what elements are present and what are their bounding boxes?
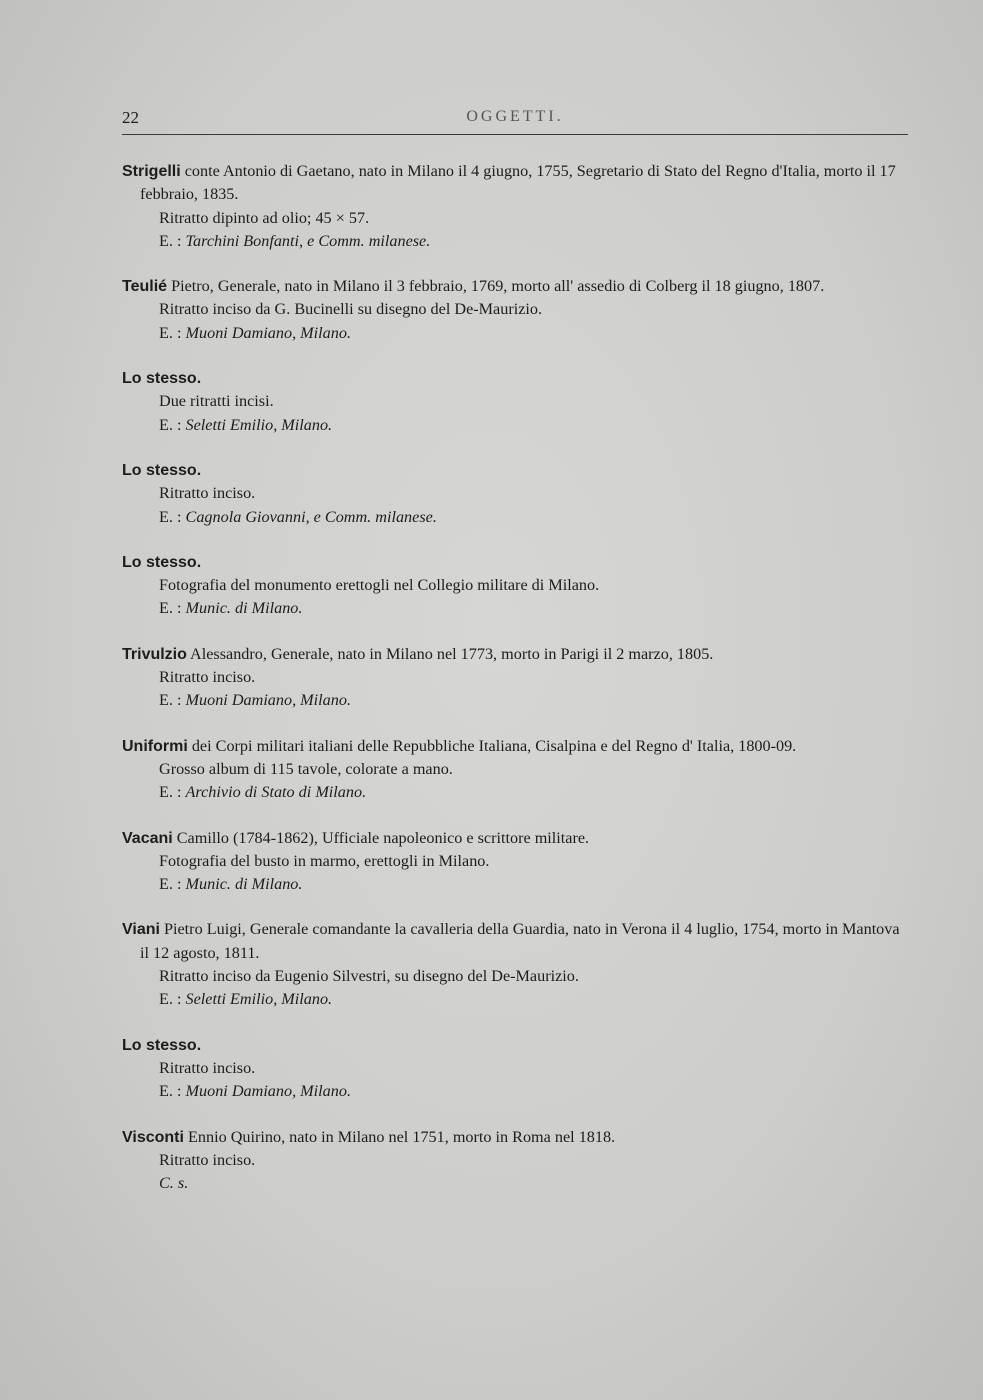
entry-heading: [122, 1034, 910, 1057]
source-label: E. :: [159, 507, 186, 526]
entry-source: [122, 506, 910, 529]
entry-description: Ritratto inciso.: [159, 1150, 256, 1169]
source-owner: Muoni Damiano, Milano.: [185, 323, 351, 342]
entry-heading: [122, 160, 910, 207]
catalog-entry: [122, 918, 910, 1011]
catalog-entry: [122, 367, 910, 437]
catalog-entry: [122, 275, 910, 345]
entry-heading: [122, 551, 910, 574]
entry-source: [122, 1080, 910, 1103]
entry-name: Vacani: [122, 829, 173, 847]
source-owner: Archivio di Stato di Milano.: [185, 783, 367, 802]
entry-name: Lo stesso.: [122, 461, 202, 479]
page-header: [122, 106, 908, 135]
source-owner: Tarchini Bonfanti, e Comm. milanese.: [185, 231, 431, 250]
entry-text: Pietro Luigi, Generale comandante la cavalleria della Guardia, nato in Verona il 4 luglio, 1754, morto in Mantova il 12 agosto, 1811.: [140, 920, 900, 962]
page-number: 22: [122, 108, 139, 127]
catalog-entry: [122, 827, 910, 897]
entry-name: Lo stesso.: [122, 1036, 202, 1054]
source-owner: Muoni Damiano, Milano.: [185, 1082, 351, 1101]
source-label: E. :: [159, 415, 186, 434]
entry-name: Uniformi: [122, 737, 188, 755]
entry-description: Ritratto inciso.: [159, 668, 256, 687]
catalog-entry: [122, 160, 910, 253]
source-owner: Muoni Damiano, Milano.: [185, 691, 351, 710]
entry-source: [122, 1172, 910, 1195]
entries-list: [122, 160, 910, 1217]
running-title: OGGETTI.: [466, 108, 564, 125]
entry-name: Teulié: [122, 278, 168, 296]
source-label: E. :: [159, 599, 186, 618]
entry-text: Alessandro, Generale, nato in Milano nel 1773, morto in Parigi il 2 marzo, 1805.: [186, 644, 714, 663]
entry-heading: [122, 275, 910, 298]
entry-description: Ritratto inciso.: [159, 1058, 256, 1077]
source-label: E. :: [159, 691, 186, 710]
entry-heading: [122, 459, 910, 482]
entry-name: Trivulzio: [122, 645, 187, 663]
entry-text: Ennio Quirino, nato in Milano nel 1751, morto in Roma nel 1818.: [183, 1127, 616, 1146]
source-owner: Seletti Emilio, Milano.: [185, 990, 333, 1009]
entry-source: [122, 689, 910, 712]
entry-text: dei Corpi militari italiani delle Repubbliche Italiana, Cisalpina e del Regno d' Italia, 1800-09.: [187, 736, 797, 755]
catalog-entry: [122, 1034, 910, 1104]
entry-source: [122, 322, 910, 345]
entry-name: Lo stesso.: [122, 370, 202, 388]
entry-heading: [122, 1126, 910, 1149]
source-label: E. :: [159, 1082, 186, 1101]
source-owner: C. s.: [159, 1174, 189, 1193]
source-owner: Seletti Emilio, Milano.: [185, 415, 333, 434]
entry-name: Viani: [122, 921, 160, 939]
entry-description: Ritratto inciso.: [159, 484, 256, 503]
entry-description: Due ritratti incisi.: [159, 392, 274, 411]
entry-name: Visconti: [122, 1128, 184, 1146]
entry-heading: [122, 735, 910, 758]
entry-source: [122, 597, 910, 620]
entry-heading: [122, 918, 910, 965]
source-owner: Cagnola Giovanni, e Comm. milanese.: [185, 507, 437, 526]
entry-name: Strigelli: [122, 163, 181, 180]
catalog-entry: [122, 643, 910, 713]
entry-description: Ritratto inciso da G. Bucinelli su disegno del De-Maurizio.: [159, 300, 543, 319]
entry-source: [122, 230, 910, 253]
entry-name: Lo stesso.: [122, 553, 202, 571]
entry-text: conte Antonio di Gaetano, nato in Milano il 4 giugno, 1755, Segretario di Stato del Regno d'Italia, morto il 17 febbraio, 1835.: [140, 162, 896, 204]
catalog-entry: [122, 459, 910, 529]
entry-heading: [122, 827, 910, 850]
entry-text: Pietro, Generale, nato in Milano il 3 febbraio, 1769, morto all' assedio di Colberg il 18 giugno, 1807.: [167, 277, 825, 296]
entry-description: Ritratto inciso da Eugenio Silvestri, su disegno del De-Maurizio.: [159, 967, 579, 986]
entry-source: [122, 988, 910, 1011]
catalog-entry: [122, 551, 910, 621]
source-owner: Munic. di Milano.: [185, 875, 303, 894]
entry-description: Grosso album di 115 tavole, colorate a mano.: [159, 759, 453, 778]
entry-text: Camillo (1784-1862), Ufficiale napoleonico e scrittore militare.: [172, 828, 590, 847]
entry-source: [122, 781, 910, 804]
entry-source: [122, 414, 910, 437]
catalog-entry: [122, 735, 910, 805]
catalog-entry: [122, 1126, 910, 1196]
source-label: E. :: [159, 231, 186, 250]
entry-source: [122, 873, 910, 896]
entry-description: Ritratto dipinto ad olio; 45 × 57.: [159, 208, 370, 227]
source-label: E. :: [159, 875, 186, 894]
entry-description: Fotografia del busto in marmo, erettogli in Milano.: [159, 851, 490, 870]
source-owner: Munic. di Milano.: [185, 599, 303, 618]
entry-heading: [122, 367, 910, 390]
entry-heading: [122, 643, 910, 666]
source-label: E. :: [159, 323, 186, 342]
source-label: E. :: [159, 990, 186, 1009]
entry-description: Fotografia del monumento erettogli nel Collegio militare di Milano.: [159, 576, 600, 595]
source-label: E. :: [159, 783, 186, 802]
